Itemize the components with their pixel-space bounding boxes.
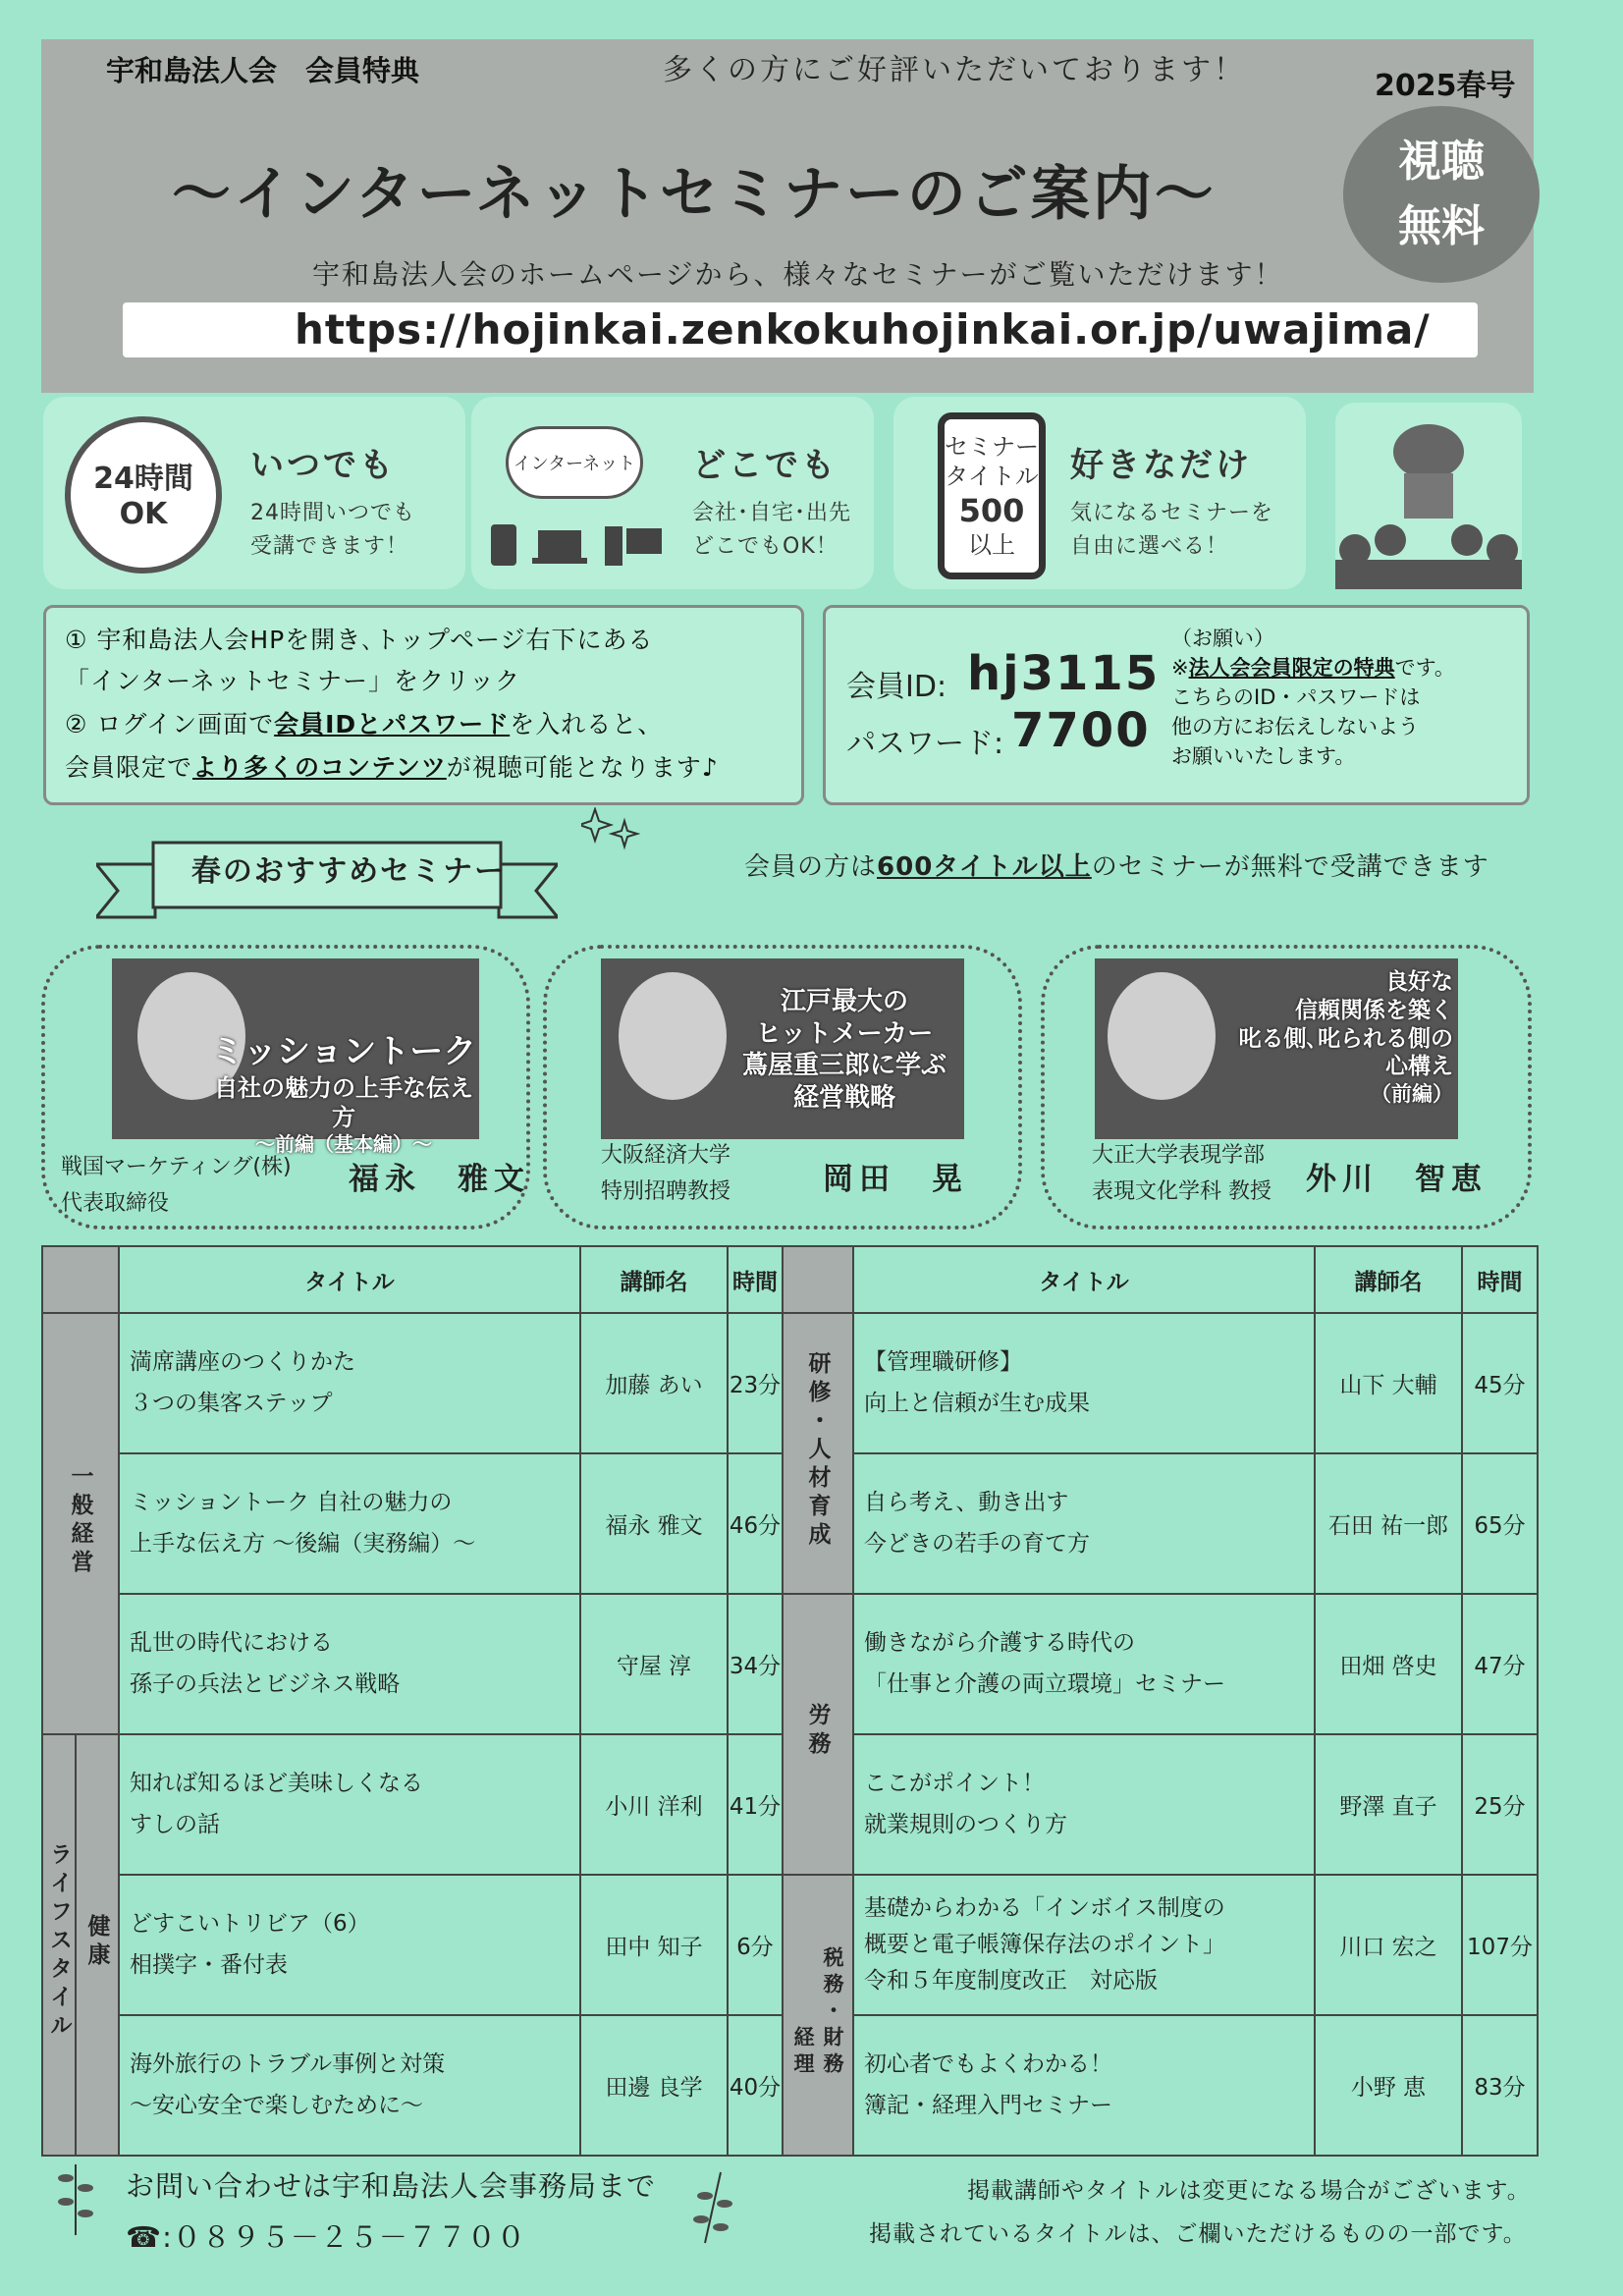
duration: 41分 (728, 1734, 783, 1875)
note-title: （お願い） (1171, 627, 1274, 650)
page-title: ～インターネットセミナーのご案内～ (172, 160, 1217, 229)
table-row[interactable] (42, 1875, 1538, 2015)
member-id-value: hj3115 (967, 646, 1161, 701)
category-health: 健康 (76, 1734, 119, 2156)
member-note: 会員の方は600タイトル以上のセミナーが無料で受講できます (744, 852, 1489, 882)
badge-line-2: 無料 (1398, 201, 1485, 251)
duration: 107分 (1462, 1875, 1538, 2015)
note-line-1: ※法人会会員限定の特典です。 (1171, 656, 1455, 680)
clock-icon-label: 24時間 OK (93, 462, 193, 531)
feature-desc-anywhere: 会社･自宅･出先 どこでもOK！ (692, 501, 852, 560)
instructor-name: 小野 恵 (1315, 2015, 1462, 2156)
cloud-icon-label: インターネット (513, 454, 636, 474)
corner-cell-right (783, 1246, 853, 1313)
free-viewing-badge (1343, 106, 1540, 283)
instructor-name: 田中 知子 (580, 1875, 728, 2015)
speaker-photo-2 (619, 972, 727, 1100)
contact-label: お問い合わせは宇和島法人会事務局まで (126, 2169, 657, 2203)
website-url[interactable]: https://hojinkai.zenkokuhojinkai.or.jp/uwajima/ (295, 305, 1431, 354)
duration: 46分 (728, 1453, 783, 1594)
seminar-title[interactable]: ここがポイント！ 就業規則のつくり方 (853, 1734, 1315, 1875)
feature-title-anywhere: どこでも (692, 446, 838, 485)
speaker-name-2: 岡田 晃 (823, 1162, 968, 1197)
footer-note-1: 掲載講師やタイトルは変更になる場合がございます。 (967, 2178, 1531, 2204)
seminar-title[interactable]: ミッショントーク 自社の魅力の 上手な伝え方 ～後編（実務編）～ (119, 1453, 580, 1594)
note-line-4: お願いいたします。 (1171, 744, 1356, 768)
member-id-label: 会員ID: (846, 670, 947, 704)
seminar-title[interactable]: どすこいトリビア（6） 相撲字・番付表 (119, 1875, 580, 2015)
duration: 65分 (1462, 1453, 1538, 1594)
instructor-name: 田畑 啓史 (1315, 1594, 1462, 1734)
password-value: 7700 (1011, 703, 1151, 758)
seminar-caption-1: ミッショントーク 自社の魅力の上手な伝え方 ～前編（基本編）～ (210, 1032, 477, 1156)
seminar-title[interactable]: 知れば知るほど美味しくなる すしの話 (119, 1734, 580, 1875)
seminar-title[interactable]: 満席講座のつくりかた ３つの集客ステップ (119, 1313, 580, 1453)
seminar-title[interactable]: 働きながら介護する時代の 「仕事と介護の両立環境」セミナー (853, 1594, 1315, 1734)
edition-label: 2025春号 (1375, 69, 1516, 103)
instructor-name: 田邊 良学 (580, 2015, 728, 2156)
note-line-3: 他の方にお伝えしないよう (1171, 715, 1419, 738)
category-lifestyle: ライフスタイル (42, 1734, 76, 2156)
col-header-time: 時間 (728, 1246, 783, 1313)
speaker-name-1: 福永 雅文 (349, 1162, 530, 1197)
sprig-icon (51, 2159, 100, 2237)
feature-desc-anytime: 24時間いつでも 受講できます！ (250, 501, 415, 560)
duration: 40分 (728, 2015, 783, 2156)
seminar-title[interactable]: 海外旅行のトラブル事例と対策 ～安心安全で楽しむために～ (119, 2015, 580, 2156)
seminar-title[interactable]: 【管理職研修】 向上と信頼が生む成果 (853, 1313, 1315, 1453)
instructor-name: 石田 祐一郎 (1315, 1453, 1462, 1594)
seminar-caption-3: 良好な 信頼関係を築く 叱る側､叱られる側の 心構え （前編） (1238, 969, 1453, 1106)
recommend-heading: 春のおすすめセミナー (190, 854, 507, 889)
col-header-time: 時間 (1462, 1246, 1538, 1313)
note-line-2: こちらのID・パスワードは (1171, 685, 1421, 709)
devices-icon (487, 522, 664, 568)
speaker-affiliation-1: 戦国マーケティング(株) 代表取締役 (61, 1155, 292, 1217)
seminar-title[interactable]: 基礎からわかる「インボイス制度の 概要と電子帳簿保存法のポイント」 令和５年度制度改正 対応版 (853, 1875, 1315, 2015)
table-row[interactable] (42, 1313, 1538, 1453)
corner-cell (42, 1246, 119, 1313)
instructor-name: 守屋 淳 (580, 1594, 728, 1734)
step-1-line-2: 「インターネットセミナー」をクリック (65, 667, 521, 695)
speaker-affiliation-3: 大正大学表現学部 表現文化学科 教授 (1092, 1143, 1271, 1205)
duration: 23分 (728, 1313, 783, 1453)
table-row[interactable] (42, 1594, 1538, 1734)
seminar-title[interactable]: 初心者でもよくわかる！ 簿記・経理入門セミナー (853, 2015, 1315, 2156)
sprig-icon (687, 2166, 736, 2245)
tagline: 多くの方にご好評いただいております！ (663, 53, 1246, 87)
seminar-title[interactable]: 乱世の時代における 孫子の兵法とビジネス戦略 (119, 1594, 580, 1734)
instructor-name: 川口 宏之 (1315, 1875, 1462, 2015)
duration: 45分 (1462, 1313, 1538, 1453)
org-label: 宇和島法人会 会員特典 (106, 54, 420, 87)
step-2-line-2: 会員限定でより多くのコンテンツが視聴可能となります♪ (65, 753, 719, 782)
duration: 34分 (728, 1594, 783, 1734)
phone-number[interactable]: ☎:０８９５－２５－７７００ (126, 2220, 526, 2254)
seminar-caption-2: 江戸最大の ヒットメーカー 蔦屋重三郎に学ぶ 経営戦略 (741, 987, 947, 1113)
category-tax: 経理 税務・財務 (783, 1875, 853, 2156)
instructor-name: 小川 洋利 (580, 1734, 728, 1875)
category-general: 一般経営 (42, 1313, 119, 1734)
password-label: パスワード: (846, 727, 1004, 761)
seminar-catalog-table (41, 1245, 1539, 2157)
mascot-lecture-icon (1335, 403, 1522, 589)
category-hr: 研修・人材育成 (783, 1313, 853, 1594)
badge-line-1: 視聴 (1398, 137, 1485, 187)
col-header-instructor: 講師名 (1315, 1246, 1462, 1313)
instructor-name: 野澤 直子 (1315, 1734, 1462, 1875)
seminar-title[interactable]: 自ら考え、動き出す 今どきの若手の育て方 (853, 1453, 1315, 1594)
category-labor: 労務 (783, 1594, 853, 1875)
duration: 83分 (1462, 2015, 1538, 2156)
sparkle-icon (581, 807, 640, 856)
duration: 25分 (1462, 1734, 1538, 1875)
subtitle: 宇和島法人会のホームページから、様々なセミナーがご覧いただけます！ (312, 258, 1284, 291)
step-1-line-1: ① 宇和島法人会HPを開き､トップページ右下にある (65, 626, 654, 654)
feature-title-unlimited: 好きなだけ (1070, 446, 1252, 485)
speaker-photo-3 (1108, 972, 1216, 1100)
col-header-title: タイトル (119, 1246, 580, 1313)
feature-desc-unlimited: 気になるセミナーを 自由に選べる！ (1070, 501, 1274, 560)
smartphone-icon-label: セミナー タイトル 500 以上 (945, 433, 1039, 559)
feature-title-anytime: いつでも (250, 446, 396, 485)
col-header-title: タイトル (853, 1246, 1315, 1313)
instructor-name: 福永 雅文 (580, 1453, 728, 1594)
speaker-affiliation-2: 大阪経済大学 特別招聘教授 (601, 1143, 731, 1205)
speaker-name-3: 外川 智恵 (1306, 1162, 1488, 1197)
footer-note-2: 掲載されているタイトルは、ご欄いただけるものの一部です。 (869, 2221, 1527, 2247)
duration: 6分 (728, 1875, 783, 2015)
instructor-name: 山下 大輔 (1315, 1313, 1462, 1453)
step-2-line-1: ② ログイン画面で会員IDとパスワードを入れると、 (65, 710, 664, 738)
duration: 47分 (1462, 1594, 1538, 1734)
table-header-row (42, 1246, 1538, 1313)
instructor-name: 加藤 あい (580, 1313, 728, 1453)
col-header-instructor: 講師名 (580, 1246, 728, 1313)
